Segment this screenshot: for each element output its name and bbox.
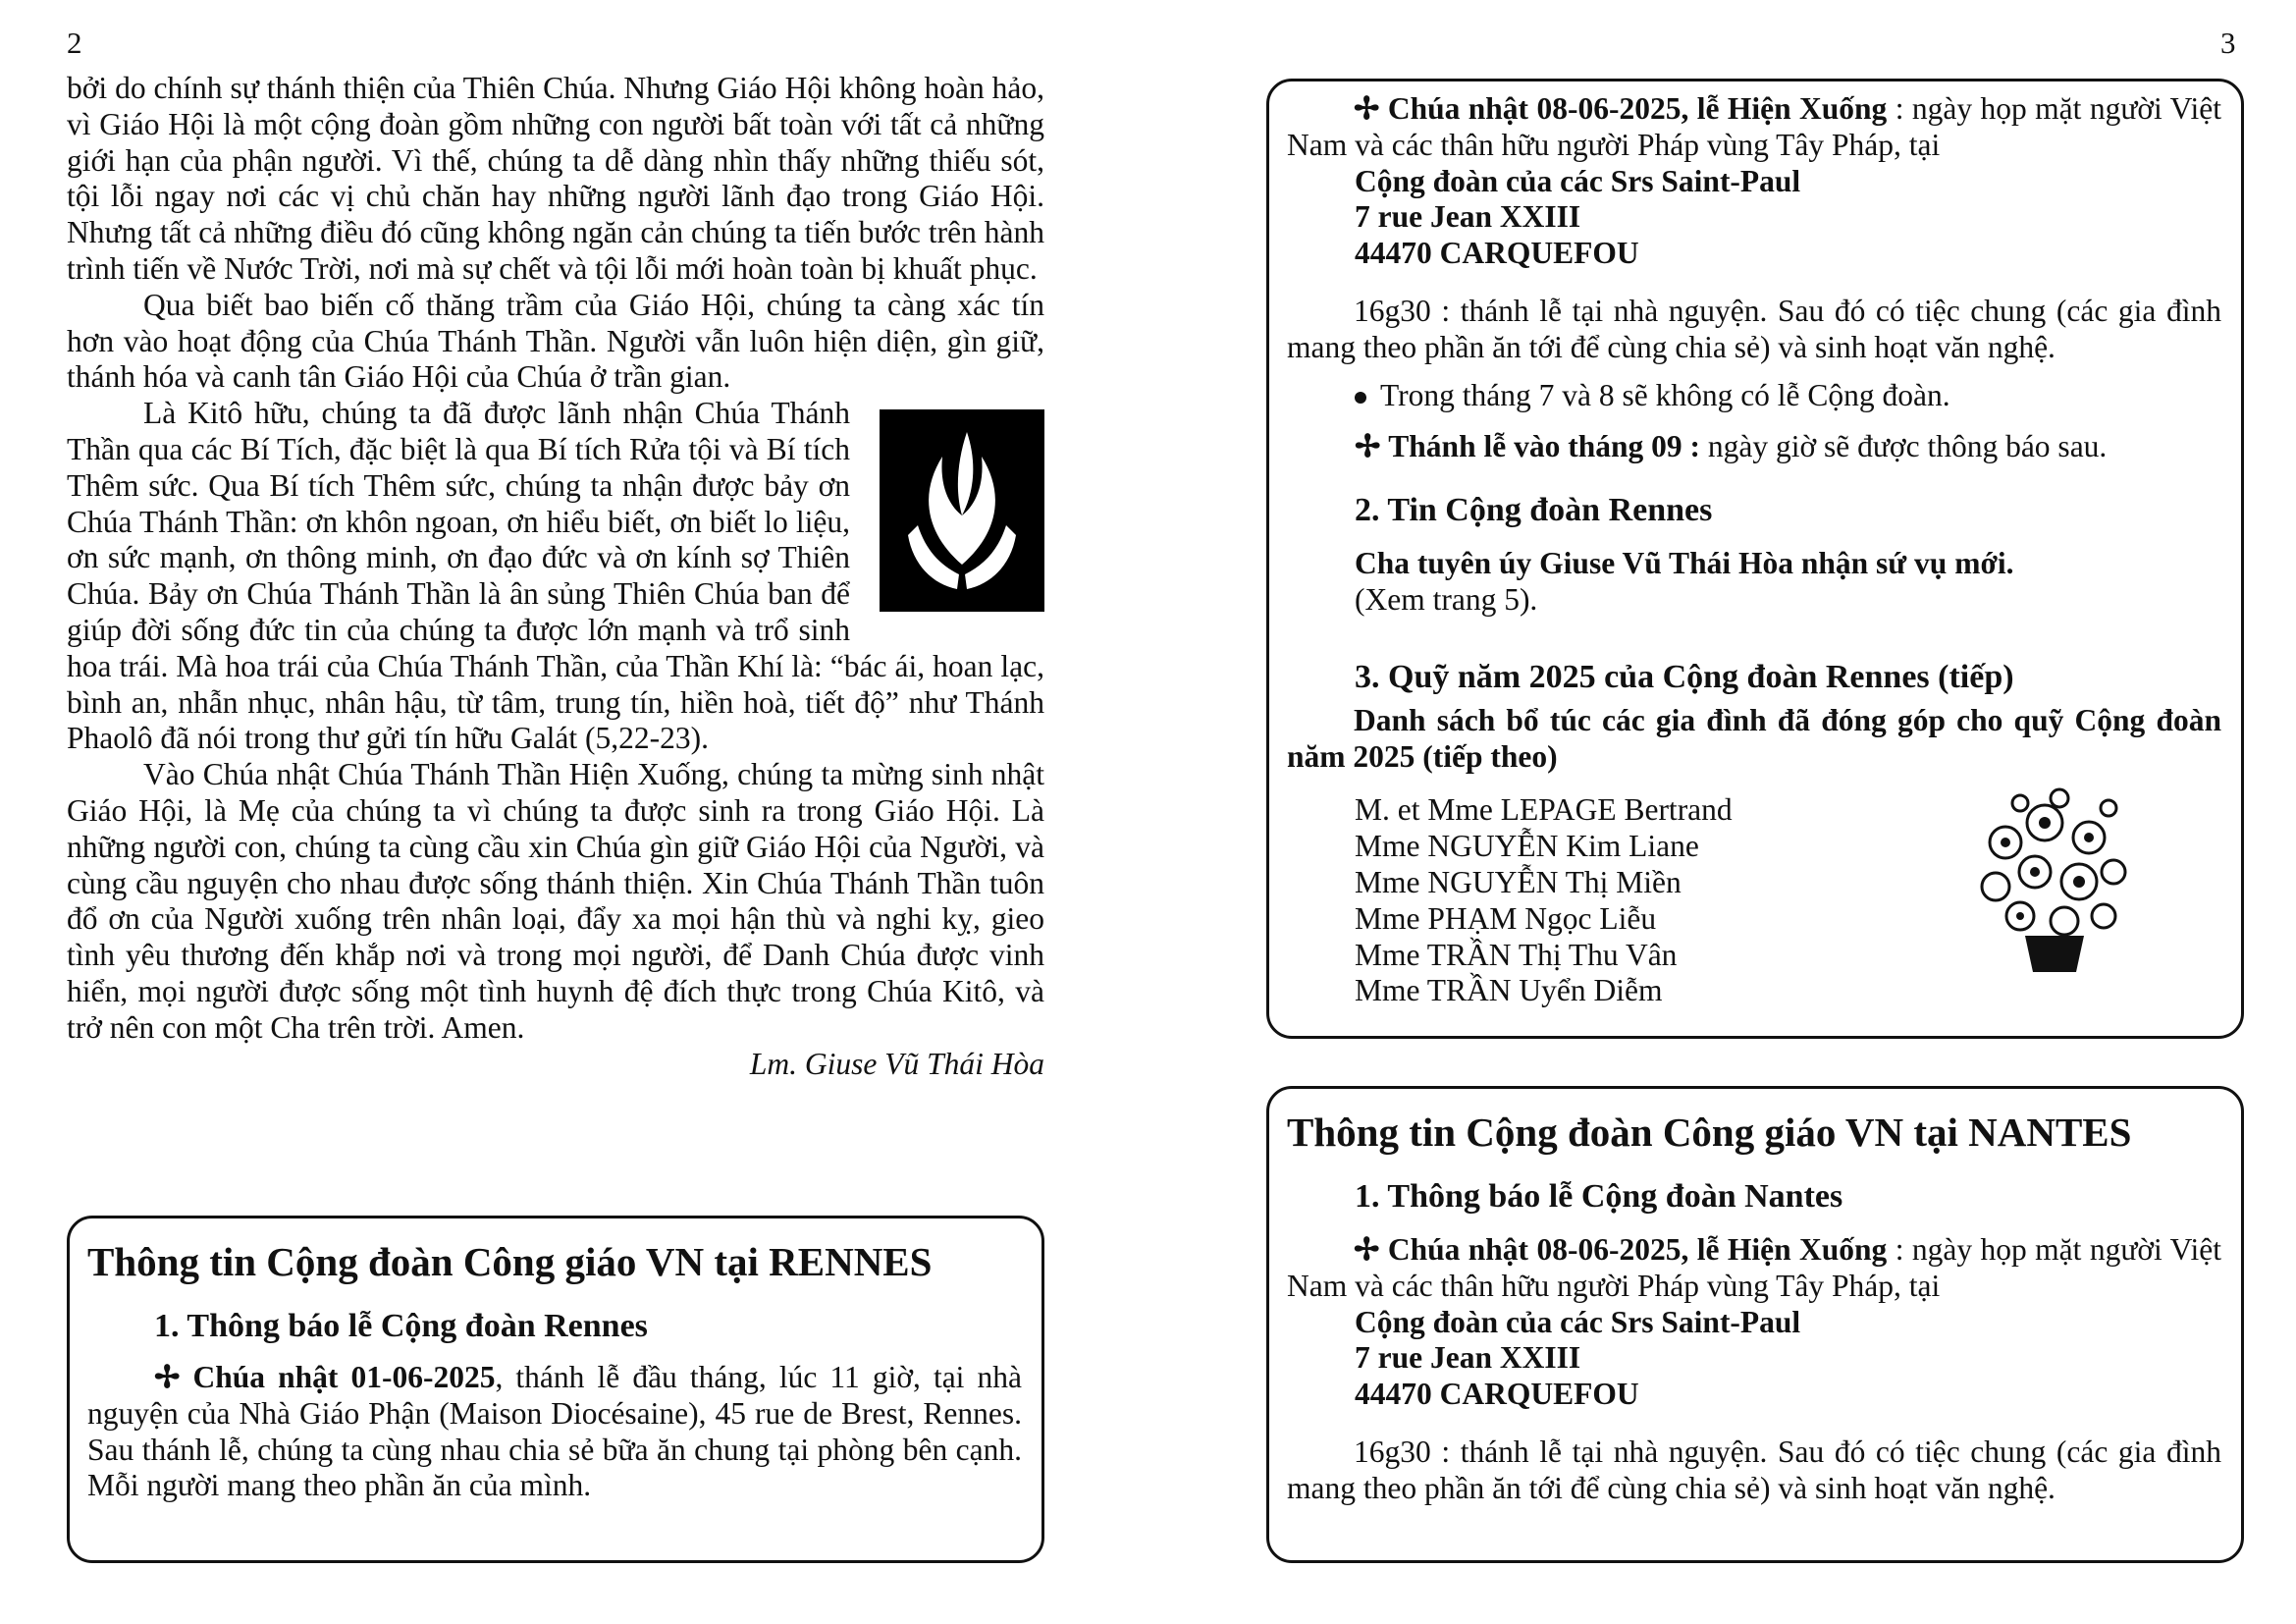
cross-icon: ✢ [154, 1360, 181, 1394]
event-paragraph [1287, 1232, 2221, 1305]
address-line: 7 rue Jean XXIII [1355, 199, 1581, 235]
section-heading: 3. Quỹ năm 2025 của Cộng đoàn Rennes (tiếp) [1355, 658, 2014, 695]
news-reference: (Xem trang 5). [1355, 581, 1538, 617]
article-paragraph: bởi do chính sự thánh thiện của Thiên Chúa. Nhưng Giáo Hội không hoàn hảo, vì Giáo Hội là một cộng đoàn gồm những con người bất toàn với tất cả những giới hạn của phận người. Vì thế, chúng ta dễ dàng nhìn thấy những thiếu sót, tội lỗi ngay nơi các vị chủ chăn hay những người lãnh đạo trong Giáo Hội. Nhưng tất cả những điều đó cũng không ngăn cản chúng ta tiến bước trên hành trình tiến về Nước Trời, nơi mà sự chết và tội lỗi mới hoàn toàn bị khuất phục. [67, 71, 1044, 286]
flower-bouquet-illustration [1966, 784, 2143, 980]
address-line: Cộng đoàn của các Srs Saint-Paul [1355, 1304, 1801, 1339]
rennes-info-box [67, 1216, 1044, 1563]
september-note: ✢ Thánh lễ vào tháng 09 : ngày giờ sẽ được thông báo sau. [1355, 429, 2108, 464]
event-paragraph [87, 1360, 1022, 1504]
article-paragraph: Vào Chúa nhật Chúa Thánh Thần Hiện Xuống, chúng ta mừng sinh nhật Giáo Hội, là Mẹ của chúng ta vì chúng ta được sinh ra trong Giáo Hội. Là những người con, chúng ta cùng cầu xin Chúa gìn giữ Giáo Hội của Người, và cùng cầu nguyện cho nhau được sống thánh thiện. Xin Chúa Thánh Thần tuôn đổ ơn của Người xuống trên nhân loại, đẩy xa mọi hận thù và nghi kỵ, gieo tình yêu thương đến khắp nơi và trong mọi người, để Danh Chúa được vinh hiển, mọi người được sống một tình huynh đệ đích thực trong Chúa Kitô, và trở nên con một Cha trên trời. Amen. [67, 757, 1044, 1045]
donor-item: Mme PHẠM Ngọc Liễu [1355, 900, 1657, 936]
page-number-right: 3 [2220, 26, 2236, 60]
rennes-announcements-box [1266, 79, 2244, 1039]
event-paragraph [1287, 91, 2221, 164]
page-number-left: 2 [67, 26, 82, 60]
event-date: Chúa nhật 01-06-2025 [192, 1360, 496, 1394]
schedule-paragraph: 16g30 : thánh lễ tại nhà nguyện. Sau đó có tiệc chung (các gia đình mang theo phần ăn tới để cùng chia sẻ) và sinh hoạt văn nghệ. [1287, 293, 2221, 364]
donor-item: Mme NGUYỄN Kim Liane [1355, 829, 1699, 864]
article-paragraph: Là Kitô hữu, chúng ta đã được lãnh nhận Chúa Thánh Thần qua các Bí Tích, đặc biệt là qua Bí tích Rửa tội và Bí tích Thêm sức. Qua Bí tích Thêm sức, chúng ta nhận được bảy ơn Chúa Thánh Thần: ơn khôn ngoan, ơn hiểu biết, ơn biết lo liệu, ơn sức mạnh, ơn thông minh, ơn đạo đức và ơn kính sợ Thiên Chúa. Bảy ơn Chúa Thánh Thần là ân sủng Thiên Chúa ban để giúp đời sống đức tin của chúng ta được lớn mạnh và trổ sinh hoa trái. Mà hoa trái của Chúa Thánh Thần, của Thần Khí là: “bác ái, hoan lạc, bình an, nhẫn nhục, nhân hậu, từ tâm, trung tín, hiền hoà, tiết độ” như Thánh Phaolô đã nói trong thư gửi tín hữu Galát (5,22-23). [67, 396, 1044, 756]
section-heading: 1. Thông báo lễ Cộng đoàn Rennes [154, 1308, 648, 1344]
bullet-note: Trong tháng 7 và 8 sẽ không có lễ Cộng đoàn. [1287, 378, 2221, 414]
donor-item: Mme NGUYỄN Thị Miền [1355, 864, 1682, 899]
donor-item: Mme TRẦN Thị Thu Vân [1355, 937, 1678, 972]
bullet-icon [1355, 392, 1366, 404]
event-details: : ngày họp mặt người Việt Nam và các thân hữu người Pháp vùng Tây Pháp, tại [1287, 91, 2221, 162]
author-signature: Lm. Giuse Vũ Thái Hòa [749, 1046, 1044, 1081]
donor-item: Mme TRẦN Uyển Diễm [1355, 973, 1663, 1008]
cross-icon: ✢ [1354, 1232, 1380, 1267]
list-title: Danh sách bổ túc các gia đình đã đóng góp cho quỹ Cộng đoàn năm 2025 (tiếp theo) [1287, 702, 2221, 774]
nantes-info-box [1266, 1086, 2244, 1563]
event-date: Chúa nhật 08-06-2025, lễ Hiện Xuống [1387, 1232, 1888, 1267]
cross-icon: ✢ [1355, 429, 1381, 464]
address-line: Cộng đoàn của các Srs Saint-Paul [1355, 163, 1801, 198]
address-line: 7 rue Jean XXIII [1355, 1340, 1581, 1376]
event-details: , thánh lễ đầu tháng, lúc 11 giờ, tại nhà nguyện của Nhà Giáo Phận (Maison Diocésaine), 45 rue de Brest, Rennes. Sau thánh lễ, chúng ta cùng nhau chia sẻ bữa ăn chung tại phòng bên cạnh. Mỗi người mang theo phần ăn của mình. [87, 1360, 1022, 1503]
article-column [67, 71, 1044, 1082]
section-heading: 2. Tin Cộng đoàn Rennes [1355, 492, 1713, 529]
event-details: : ngày họp mặt người Việt Nam và các thân hữu người Pháp vùng Tây Pháp, tại [1287, 1232, 2221, 1303]
address-line: 44470 CARQUEFOU [1355, 1377, 1639, 1412]
address-line: 44470 CARQUEFOU [1355, 236, 1639, 271]
event-date: Chúa nhật 08-06-2025, lễ Hiện Xuống [1387, 91, 1888, 126]
holy-spirit-flame-hands-illustration [880, 409, 1044, 612]
box-title: Thông tin Cộng đoàn Công giáo VN tại RENNES [87, 1239, 933, 1284]
donor-item: M. et Mme LEPAGE Bertrand [1355, 792, 1733, 828]
section-heading: 1. Thông báo lễ Cộng đoàn Nantes [1355, 1178, 1843, 1215]
box-title: Thông tin Cộng đoàn Công giáo VN tại NANTES [1287, 1110, 2132, 1155]
cross-icon: ✢ [1354, 91, 1380, 126]
news-headline: Cha tuyên úy Giuse Vũ Thái Hòa nhận sứ vụ mới. [1355, 546, 2014, 581]
article-paragraph: Qua biết bao biến cố thăng trầm của Giáo Hội, chúng ta càng xác tín hơn vào hoạt động của Chúa Thánh Thần. Người vẫn luôn hiện diện, gìn giữ, thánh hóa và canh tân Giáo Hội của Chúa ở trần gian. [67, 287, 1044, 395]
schedule-paragraph: 16g30 : thánh lễ tại nhà nguyện. Sau đó có tiệc chung (các gia đình mang theo phần ăn tới để cùng chia sẻ) và sinh hoạt văn nghệ. [1287, 1434, 2221, 1505]
